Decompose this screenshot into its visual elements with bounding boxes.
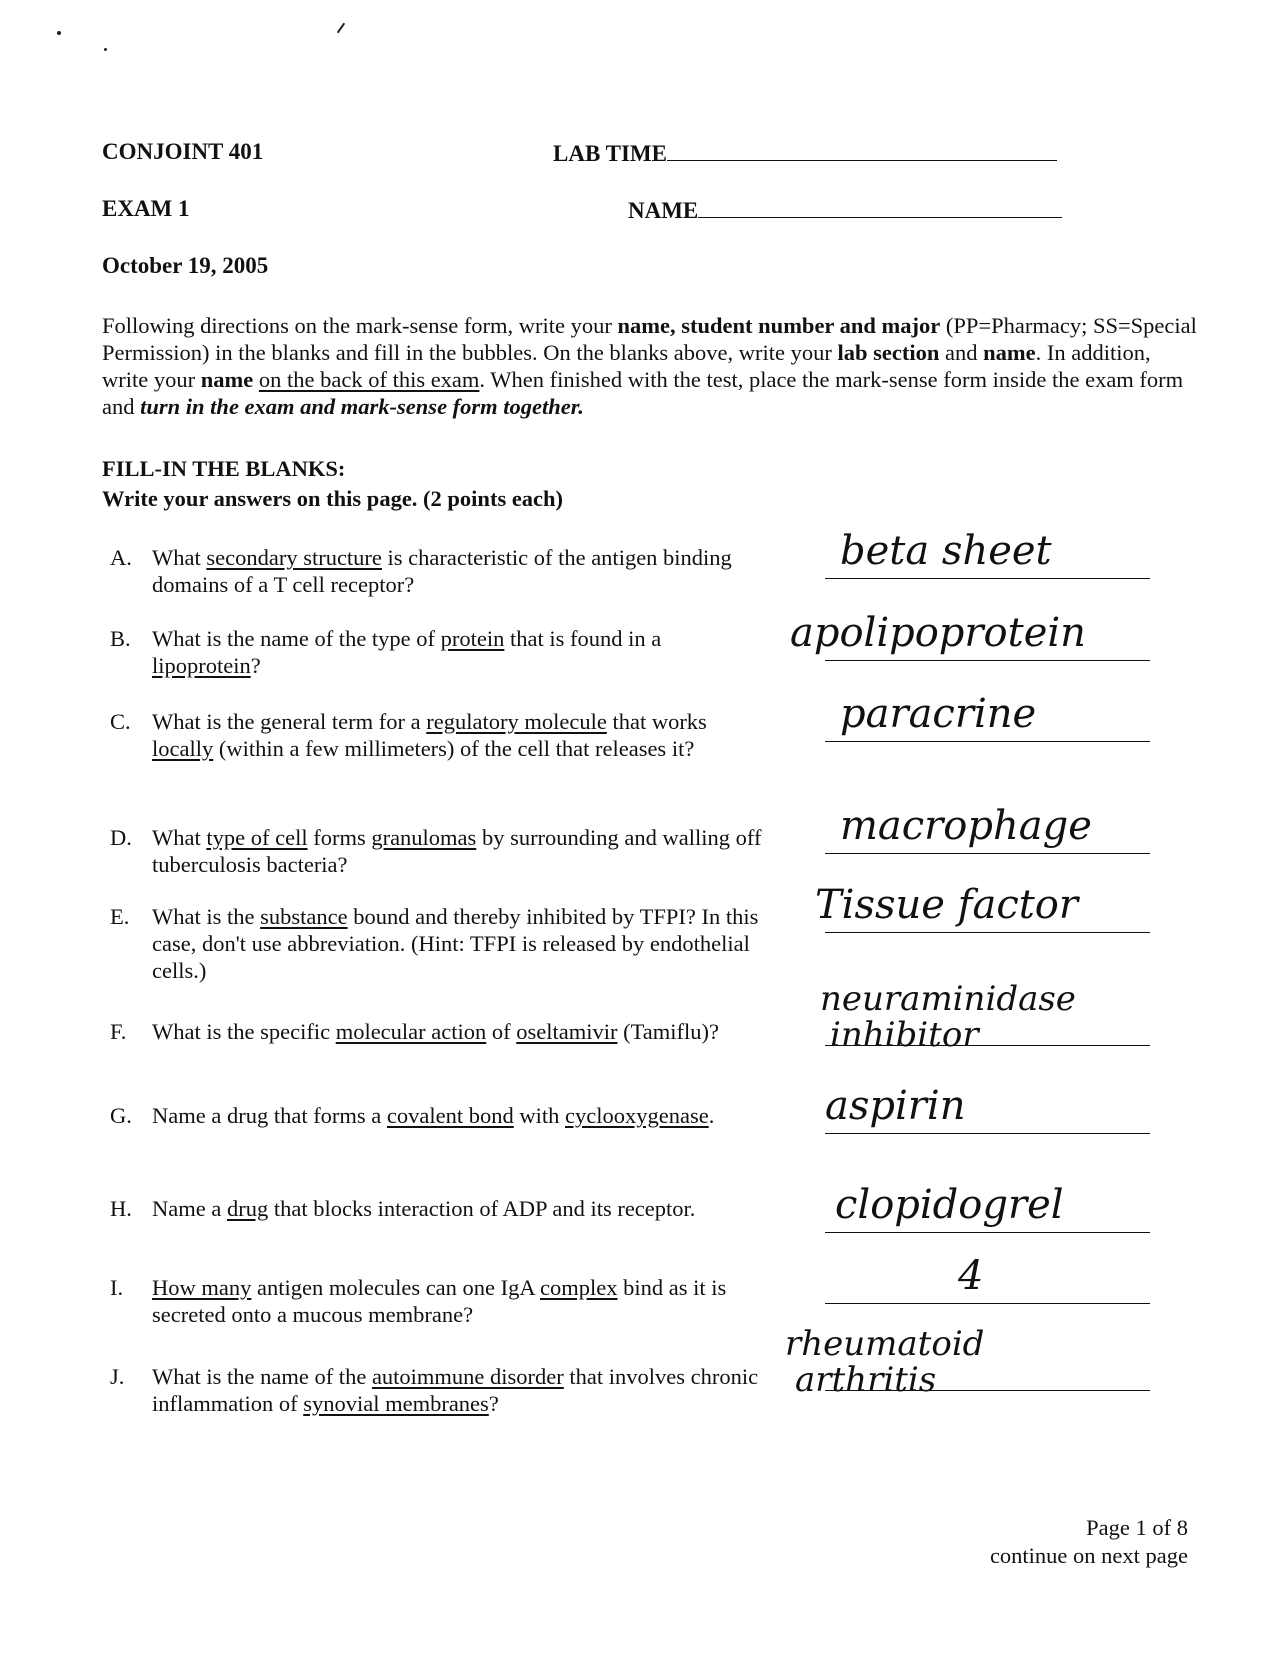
lab-time-blank[interactable]: [667, 142, 1057, 161]
question-letter: E.: [110, 904, 130, 929]
question-letter: H.: [110, 1196, 132, 1221]
lab-time-field[interactable]: [553, 141, 1057, 167]
question-text: [152, 1018, 770, 1045]
question-fragment: ?: [488, 1391, 499, 1416]
question-fragment: forms: [307, 825, 372, 850]
question-item: [110, 824, 770, 878]
question-text: [152, 544, 770, 598]
question-fragment: bind as it is secreted onto a mucous membrane?: [152, 1275, 727, 1327]
handwritten-answer: paracrine: [840, 691, 1037, 737]
instructions: Following directions on the mark-sense form, write your name, student number and major (PP=Pharmacy; SS=Special Permission) in the blanks and fill in the bubbles. On the blanks above, write your lab section and name. In addition, write your name on the back of this exam. When finished with the test, place the mark-sense form inside the exam form and turn in the exam and mark-sense form together.: [102, 313, 1197, 419]
handwritten-answer: neuraminidase: [820, 979, 1076, 1019]
question-text: [152, 708, 770, 762]
underlined-term: protein: [440, 626, 505, 651]
question-letter: I.: [110, 1275, 124, 1300]
instr-bold-3: name: [983, 340, 1036, 365]
scan-speck: [104, 48, 107, 51]
question-fragment: What: [152, 545, 207, 570]
underlined-term: drug: [226, 1196, 269, 1221]
section-title: FILL-IN THE BLANKS:: [102, 456, 346, 481]
answer-blank[interactable]: [825, 1133, 1150, 1134]
name-blank[interactable]: [698, 199, 1062, 218]
answer-blank[interactable]: [825, 578, 1150, 579]
question-item: [110, 1363, 770, 1417]
underlined-term: lipoprotein: [152, 653, 251, 678]
question-fragment: that blocks interaction of ADP and its receptor.: [268, 1196, 696, 1221]
question-letter: C.: [110, 709, 131, 734]
handwritten-answer: apolipoprotein: [790, 610, 1086, 656]
scan-speck: [337, 23, 346, 34]
exam-date: October 19, 2005: [102, 253, 269, 278]
question-fragment: What is the specific: [152, 1019, 336, 1044]
underlined-term: cyclooxygenase: [565, 1103, 709, 1128]
question-letter: G.: [110, 1103, 132, 1128]
answer-blank[interactable]: [825, 1232, 1150, 1233]
handwritten-answer: beta sheet: [840, 528, 1052, 574]
underlined-term: complex: [540, 1275, 618, 1300]
handwritten-answer-line2: arthritis: [795, 1360, 937, 1400]
handwritten-answer: rheumatoid: [785, 1324, 985, 1364]
instr-bold-4: name: [200, 367, 254, 392]
instr-bold-1: name, student number and major: [617, 313, 941, 338]
handwritten-answer: aspirin: [825, 1083, 966, 1129]
question-fragment: antigen molecules can one IgA: [251, 1275, 541, 1300]
exam-title: EXAM 1: [102, 196, 190, 221]
question-letter: F.: [110, 1019, 127, 1044]
answer-blank[interactable]: [825, 853, 1150, 854]
page-number: Page 1 of 8: [1086, 1515, 1188, 1540]
question-text: [152, 625, 770, 679]
question-item: [110, 625, 770, 679]
underlined-term: molecular action: [335, 1019, 487, 1044]
instr-bold-2: lab section: [837, 340, 940, 365]
section-subtitle: Write your answers on this page. (2 points each): [102, 486, 564, 511]
question-fragment: with: [513, 1103, 566, 1128]
question-fragment: .: [708, 1103, 715, 1128]
continue-note: continue on next page: [989, 1543, 1188, 1568]
underlined-term: type of cell: [206, 825, 308, 850]
scan-speck: [57, 31, 61, 35]
question-fragment: ?: [250, 653, 261, 678]
question-fragment: What: [152, 825, 207, 850]
handwritten-answer-line2: inhibitor: [830, 1015, 979, 1055]
question-fragment: Name a drug that forms a: [152, 1103, 387, 1128]
question-text: [152, 824, 770, 878]
question-text: [152, 1195, 770, 1222]
handwritten-answer: clopidogrel: [835, 1182, 1064, 1228]
question-letter: J.: [110, 1364, 125, 1389]
question-fragment: is characteristic of the antigen binding domains of a T cell receptor?: [152, 545, 732, 597]
lab-time-label: LAB TIME: [553, 141, 667, 166]
question-item: [110, 544, 770, 598]
question-fragment: What is the general term for a: [152, 709, 427, 734]
question-fragment: What is the name of the type of: [152, 626, 441, 651]
underlined-term: synovial membranes: [303, 1391, 489, 1416]
instr-underline: on the back of this exam: [258, 367, 480, 392]
handwritten-answer: macrophage: [840, 803, 1092, 849]
question-item: [110, 1102, 770, 1129]
answer-blank[interactable]: [825, 1303, 1150, 1304]
question-fragment: that works: [606, 709, 707, 734]
question-fragment: of: [486, 1019, 517, 1044]
question-fragment: (Tamiflu)?: [617, 1019, 719, 1044]
question-item: [110, 1274, 770, 1328]
underlined-term: secondary structure: [206, 545, 382, 570]
question-text: [152, 903, 770, 984]
question-text: [152, 1102, 770, 1129]
question-letter: A.: [110, 545, 132, 570]
course-title: CONJOINT 401: [102, 139, 264, 164]
underlined-term: oseltamivir: [516, 1019, 618, 1044]
underlined-term: How many: [152, 1275, 252, 1300]
underlined-term: autoimmune disorder: [371, 1364, 564, 1389]
question-fragment: that is found in a: [504, 626, 662, 651]
question-fragment: What is the: [152, 904, 261, 929]
question-fragment: (within a few millimeters) of the cell that releases it?: [213, 736, 695, 761]
handwritten-answer: 4: [958, 1253, 984, 1299]
underlined-term: substance: [260, 904, 348, 929]
underlined-term: granulomas: [371, 825, 477, 850]
question-item: [110, 708, 770, 762]
instr-bold-italic: turn in the exam and mark-sense form together.: [140, 394, 584, 419]
question-fragment: Name a: [152, 1196, 227, 1221]
question-item: [110, 903, 770, 984]
question-item: [110, 1195, 770, 1222]
question-item: [110, 1018, 770, 1045]
question-fragment: by surrounding and walling off tuberculosis bacteria?: [152, 825, 762, 877]
question-fragment: What is the name of the: [152, 1364, 372, 1389]
underlined-term: regulatory molecule: [426, 709, 607, 734]
question-fragment: that involves chronic inflammation of: [152, 1364, 759, 1416]
underlined-term: locally: [152, 736, 214, 761]
question-text: [152, 1363, 770, 1417]
handwritten-answer: Tissue factor: [815, 882, 1079, 928]
answer-blank[interactable]: [825, 741, 1150, 742]
question-letter: B.: [110, 626, 131, 651]
question-fragment: bound and thereby inhibited by TFPI? In this case, don't use abbreviation. (Hint: TFPI is released by endothelial cells.): [152, 904, 759, 983]
underlined-term: covalent bond: [386, 1103, 514, 1128]
answer-blank[interactable]: [825, 932, 1150, 933]
answer-blank[interactable]: [825, 660, 1150, 661]
name-label: NAME: [628, 198, 699, 223]
name-field[interactable]: [628, 198, 1062, 224]
question-letter: D.: [110, 825, 132, 850]
question-text: [152, 1274, 770, 1328]
